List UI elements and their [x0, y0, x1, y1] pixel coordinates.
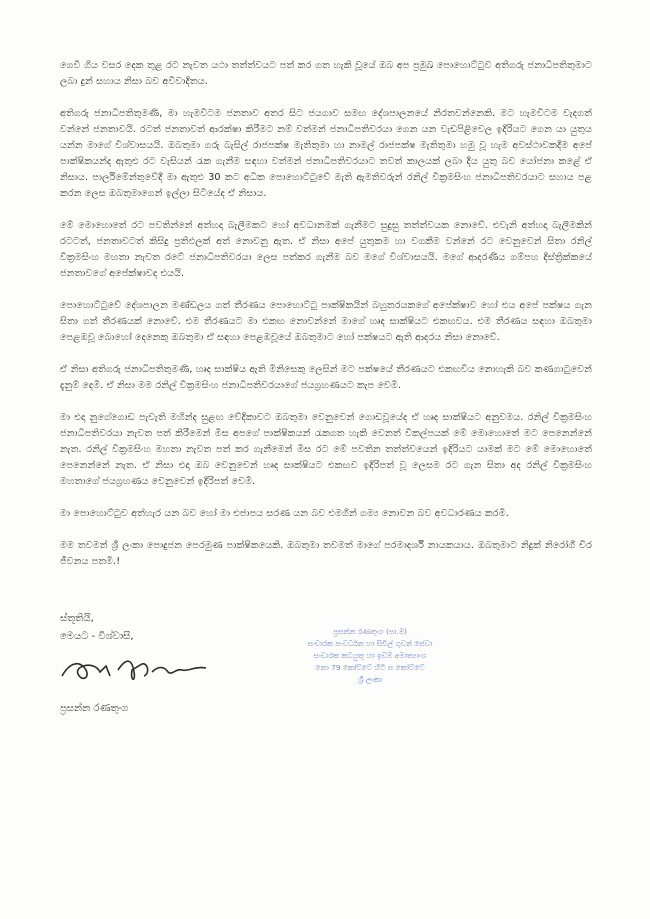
paragraph-8: මම තවමත් ශ්‍රී ලංකා පොදුජන පෙරමුණ පාක්ෂිකයෙකි. ඔබතුමා තවමත් මාගේ පරමාදර්ශී නායකයාය. ඔබතුමාට නිදුක් නිරෝගී චිර ජීවනය පතමි.! [60, 540, 592, 567]
official-stamp [255, 626, 485, 686]
paragraph-7: මා පොහොට්ටුව අත්හැර යන බව හෝ මා එජාපය සරණ යන බව එමගින් ගම්‍ය නොවන බව අවධාරණය කරමි. [60, 508, 509, 519]
closing-thanks: ස්තූතියි, [60, 613, 94, 624]
closing-faith: මෙයට - විශ්වාසී, [60, 631, 134, 642]
handwritten-signature [60, 652, 210, 688]
paragraph-2: අතිගරු ජනාධිපතිතුමණි, මා හැමවිටම ජනතාව අතර සිට ජයගාව සමඟ දේශපාලනයේ නිරතවන්නෙකි. මට හැමවිටම වැදගත් වන්නේ ජනතාවයි. රටත් ජනතාවත් ආරක්ෂා කිරීමට නම් වත්මන් ජනාධිපතිවරයා ගෙන යන වැඩපිළිවෙල ඉදිරියට ගෙන යා යුතුය යන්න මාගේ විශ්වාසයයි. ඔබතුමා ගරු බැසිල් රාජපක්ෂ මැතිතුමා හා නාමල් රාජපක්ෂ මැතිතුමා හමු වූ හැම අවස්ථාවකදීම අපේ පාක්ෂිකයන්ද ඇතුළු රට වැසියන් රැක ගැනීම සඳහා වත්මන් ජනාධිපතිවරයාට තවත් කාලයක් ලබා දිය යුතු බව යෝජනා කළේ ඒ නිසාය. පාර්ලිමේන්තුවේදී මා ඇතුළු 30 කට අධික පොහොට්ටුවේ මැති ඇමතිවරුන් රනිල් වික්‍රමසිංහ ජනාධිපතිවරයාට සහාය පළ කරන ලෙස ඔබතුමාගෙන් ඉල්ලා සිටියේද ඒ නිසාය. [60, 108, 592, 199]
paragraph-3: මේ මොහොතේ රට පවතින්නේ අත්හදා බැලීමකට හෝ අවධානමක් ගැනීමට සුදුසු තත්ත්වයක නොවේ. එවැනි අත්හදා බැලීමකින් රටටත්, ජනතාවටත් කිසිදු ප්‍රතිඵලක් අත් නොවනු ඇත. ඒ නිසා අපේ යුතුකම හා වගකීම වන්නේ රට වෙනුවෙන් සිතා රනිල් වික්‍රමසිංහ මහතා නැවත රටේ ජනාධිපතිවරයා ලෙස පත්කර ගැනීම බව මගේ විශ්වාසයයි. මගේ ආදරණීය ගම්පහ දිස්ත්‍රික්කයේ ජනතාවගේ අපේක්ෂාවද එයයි. [60, 220, 592, 279]
signer-name: ප්‍රසන්න රණතුංග [60, 703, 129, 714]
paragraph-6: මා එදා නුගේගොඩ පැවැති මහින්ද සුළඟ වේදිකාවට ඔබතුමා වෙනුවෙන් ගොඩවූයේද ඒ හෘද සාක්ෂියට අනුවමය. රනිල් වික්‍රමසිංහ ජනාධිපතිවරයා නැවත පත් කිරීමෙන් මිස අපගේ පාක්ෂිකයන් රැකගත හැකි වෙනත් විකල්පයක් මේ මොහොතේ මට පෙනෙන්නේ නැත. රනිල් වික්‍රමසිංහ මහතා නැවත පත් කර ගැනීමෙන් මිස රට මේ පවතින තත්ත්වයෙන් ඉදිරියට යාමක් මට මේ මොහොතේ පෙනෙන්නේ නැත. ඒ නිසා එදා ඔබ වෙනුවෙන් හෘද සාක්ෂියට එකඟව ඉදිරිපත් වූ ලෙසම රට ගැන සිතා අද රනිල් වික්‍රමසිංහ මහතාගේ ජයග්‍රහණය වෙනුවෙන් ඉදිරිපත් වෙමි. [60, 412, 592, 487]
stamp-line: සංචාරක කටයුතු හා ඉඩම් අමාත්‍යාංශ [313, 651, 427, 660]
stamp-line: සංචාරක සංවර්ධන හා සිවිල් ගුවන් සේවා [307, 639, 433, 648]
stamp-line: නො 79 කෝට්ටේ හිටි ස කෝට්ටේ [315, 663, 425, 672]
paragraph-4: පොහොට්ටුවේ දේශපාලන මණ්ඩලය ගත් තීරණය පොහොට්ටු පාක්ෂිකයින් බහුතරයකගේ අපේක්ෂාව හෝ එය අපේ පක්ෂය ගැන සිතා ගත් තීරණයක් නොවේ. එම තීරණයට මා එකඟ නොවන්නේ මාගේ හෘද සාක්ෂියට එකඟවය. එම තීරණය සඳහා ඔබතුමා පෙළඹවූ බොහෝ දෙනෙකු ඔබතුමා ඒ සඳහා පෙළඹවූයේ ඔබතුමාට හෝ පක්ෂයට ඇති ආදරය නිසා නොවේ. [60, 300, 592, 343]
stamp-line: ප්‍රසන්න රණතුංග (පා.ම) [333, 627, 407, 636]
stamp-line: ශ්‍රී ලංකා [358, 675, 382, 684]
closing-block [60, 610, 592, 716]
paragraph-1: ගෙවී ගිය වසර දෙක තුළ රට නැවත යථා තත්ත්වයට පත් කර ගත හැකි වූයේ ඔබ අප ප්‍රමුඛ පොහොට්ටුව අතිගරු ජනාධිපතිතුමාට ලබා දුන් සහාය නිසා බව අවිවාදිතය. [60, 60, 592, 87]
paragraph-5: ඒ නිසා අතිගරු ජනාධිපතිතුමණි, හෘද සාක්ෂිය ඇති මිනිසෙකු ලෙසින් මට පක්ෂයේ තීරණයට එකඟවිය නොහැකි බව කණගාටුවෙන් දැනුම් දෙමි. ඒ නිසා මම රනිල් වික්‍රමසිංහ ජනාධිපතිවරයාගේ ජයග්‍රහණයට කැප වෙමි. [60, 364, 592, 391]
